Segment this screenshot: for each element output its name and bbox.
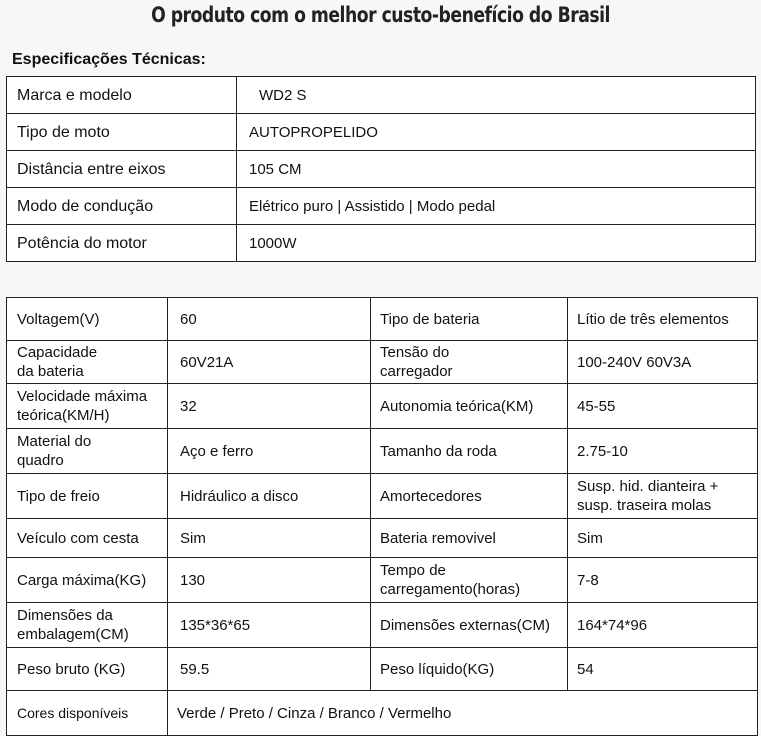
- spec-label: Tipo de freio: [7, 474, 168, 519]
- spec-label: Autonomia teórica(KM): [371, 384, 568, 429]
- spec-label: Dimensões da embalagem(CM): [7, 603, 168, 648]
- spec-label: Tipo de bateria: [371, 298, 568, 341]
- table-row: [7, 298, 758, 341]
- spec-label: Distância entre eixos: [7, 151, 237, 188]
- spec-value: AUTOPROPELIDO: [237, 114, 756, 151]
- spec-value: 105 CM: [237, 151, 756, 188]
- spec-label: Tempo de carregamento(horas): [371, 558, 568, 603]
- spec-label: Voltagem(V): [7, 298, 168, 341]
- table-row: [7, 691, 758, 736]
- table-row: [7, 603, 758, 648]
- spec-value: 100-240V 60V3A: [568, 341, 758, 384]
- spec-label: Cores disponíveis: [7, 691, 168, 736]
- table-row: [7, 188, 756, 225]
- spec-value: Aço e ferro: [168, 429, 371, 474]
- spec-label: Carga máxima(KG): [7, 558, 168, 603]
- table-row: [7, 77, 756, 114]
- table-row: [7, 558, 758, 603]
- table-row: [7, 384, 758, 429]
- table-row: [7, 341, 758, 384]
- spec-label: Tensão do carregador: [371, 341, 568, 384]
- spec-label: Peso bruto (KG): [7, 648, 168, 691]
- spec-label: Tipo de moto: [7, 114, 237, 151]
- page-title: O produto com o melhor custo-benefício do Brasil: [151, 3, 610, 27]
- spec-label: Tamanho da roda: [371, 429, 568, 474]
- spec-label: Potência do motor: [7, 225, 237, 262]
- table-row: [7, 648, 758, 691]
- spec-value: 135*36*65: [168, 603, 371, 648]
- spec-label: Velocidade máxima teórica(KM/H): [7, 384, 168, 429]
- table-row: [7, 151, 756, 188]
- spec-value: Sim: [568, 519, 758, 558]
- spec-value: Susp. hid. dianteira + susp. traseira molas: [568, 474, 758, 519]
- spec-label: Material do quadro: [7, 429, 168, 474]
- spec-value: 60: [168, 298, 371, 341]
- table-row: [7, 474, 758, 519]
- spec-value: 1000W: [237, 225, 756, 262]
- basic-specs-table: [6, 76, 756, 262]
- spec-value: Hidráulico a disco: [168, 474, 371, 519]
- spec-value: 32: [168, 384, 371, 429]
- table-row: [7, 114, 756, 151]
- spec-value: 164*74*96: [568, 603, 758, 648]
- table-row: [7, 519, 758, 558]
- spec-value: 130: [168, 558, 371, 603]
- table-row: [7, 225, 756, 262]
- table-row: [7, 429, 758, 474]
- spec-value: Elétrico puro | Assistido | Modo pedal: [237, 188, 756, 225]
- spec-value: 59.5: [168, 648, 371, 691]
- spec-label: Peso líquido(KG): [371, 648, 568, 691]
- spec-value: Lítio de três elementos: [568, 298, 758, 341]
- spec-label: Veículo com cesta: [7, 519, 168, 558]
- spec-label: Dimensões externas(CM): [371, 603, 568, 648]
- spec-value: Sim: [168, 519, 371, 558]
- spec-value: 7-8: [568, 558, 758, 603]
- spec-value: 45-55: [568, 384, 758, 429]
- spec-label: Marca e modelo: [7, 77, 237, 114]
- section-title: Especificações Técnicas:: [12, 51, 206, 68]
- spec-label: Bateria removivel: [371, 519, 568, 558]
- spec-value: WD2 S: [237, 77, 756, 114]
- spec-value: Verde / Preto / Cinza / Branco / Vermelho: [168, 691, 758, 736]
- detail-specs-table: [6, 297, 758, 736]
- spec-value: 54: [568, 648, 758, 691]
- spec-value: 2.75-10: [568, 429, 758, 474]
- spec-label: Amortecedores: [371, 474, 568, 519]
- spec-label: Capacidade da bateria: [7, 341, 168, 384]
- spec-label: Modo de condução: [7, 188, 237, 225]
- spec-value: 60V21A: [168, 341, 371, 384]
